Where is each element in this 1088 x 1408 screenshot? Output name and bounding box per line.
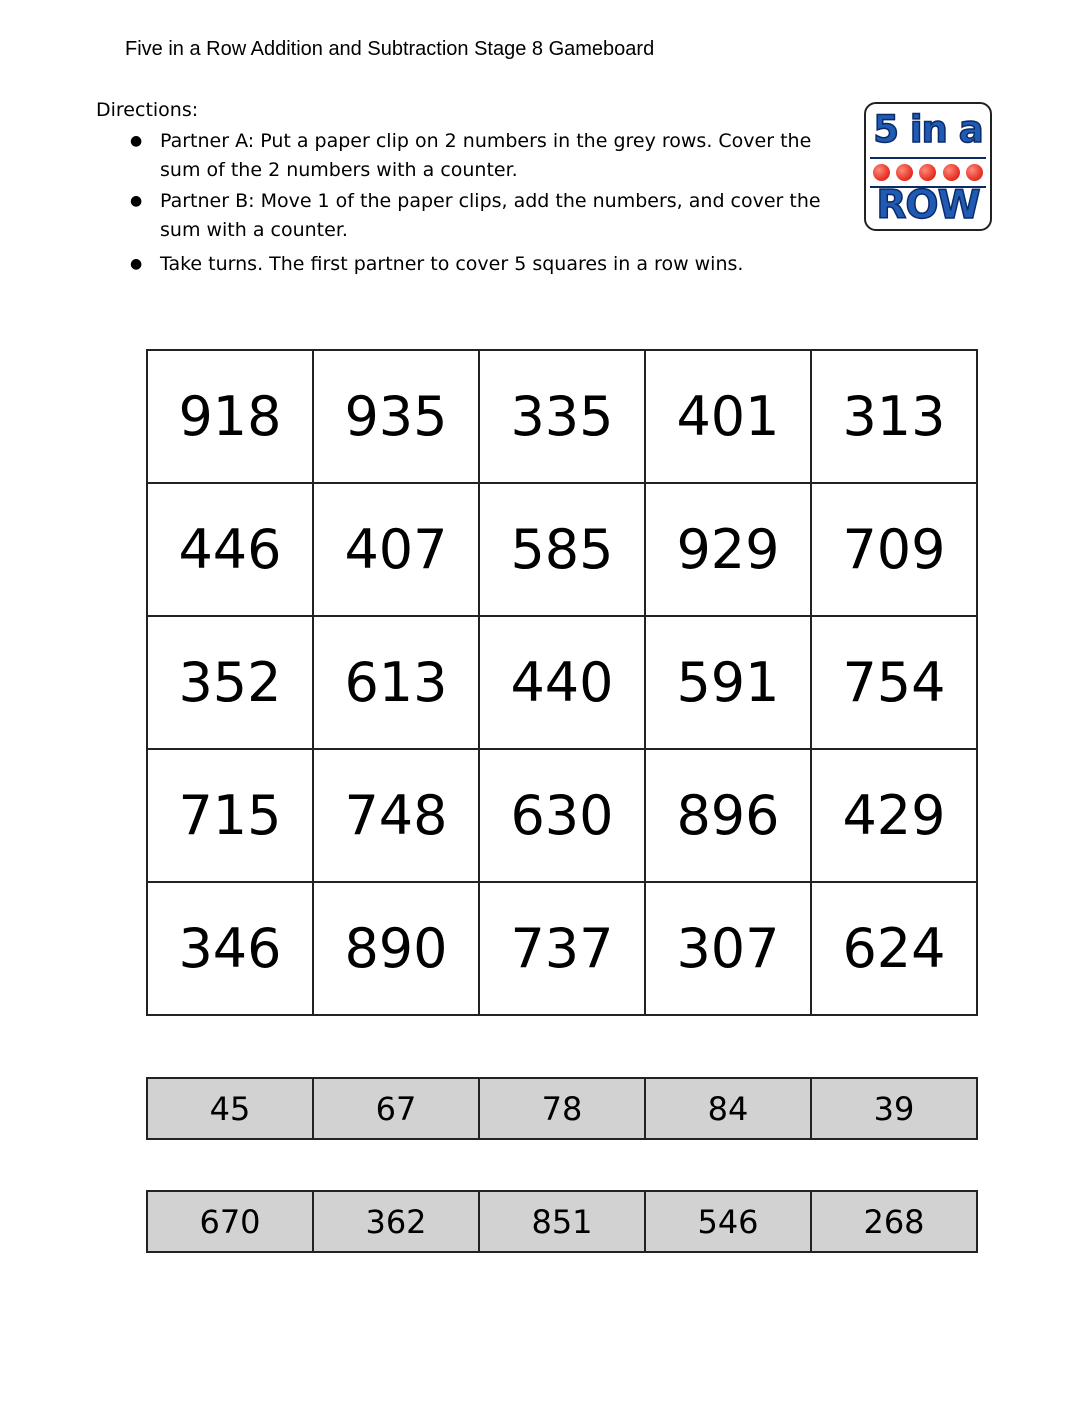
logo-dot-icon: [896, 164, 913, 181]
board-cell[interactable]: 591: [645, 616, 811, 749]
board-cell[interactable]: 407: [313, 483, 479, 616]
direction-item: [128, 250, 848, 279]
board-cell[interactable]: 630: [479, 749, 645, 882]
board-cell[interactable]: 313: [811, 350, 977, 483]
logo-dot-icon: [966, 164, 983, 181]
board-cell[interactable]: 335: [479, 350, 645, 483]
board-cell[interactable]: 440: [479, 616, 645, 749]
page-title: Five in a Row Addition and Subtraction Stage 8 Gameboard: [125, 38, 655, 60]
board-cell[interactable]: 624: [811, 882, 977, 1015]
board-cell[interactable]: 585: [479, 483, 645, 616]
grey-row-addends-small: [146, 1077, 978, 1140]
board-cell[interactable]: 446: [147, 483, 313, 616]
direction-text: Partner B: Move 1 of the paper clips, add the numbers, and cover the sum with a counter.: [160, 190, 821, 241]
grey-cell[interactable]: 362: [313, 1191, 479, 1252]
logo-top-text: 5 in a: [873, 108, 983, 151]
grey-cell[interactable]: 546: [645, 1191, 811, 1252]
board-cell[interactable]: 613: [313, 616, 479, 749]
board-cell[interactable]: 401: [645, 350, 811, 483]
direction-text: Take turns. The first partner to cover 5 squares in a row wins.: [160, 253, 744, 275]
board-cell[interactable]: 754: [811, 616, 977, 749]
logo-dot-icon: [873, 164, 890, 181]
board-row: [147, 882, 977, 1015]
five-in-a-row-logo: [864, 102, 992, 231]
directions-label: Directions:: [96, 99, 199, 121]
board-cell[interactable]: 429: [811, 749, 977, 882]
grey-cell[interactable]: 45: [147, 1078, 313, 1139]
grey-cell[interactable]: 84: [645, 1078, 811, 1139]
board-cell[interactable]: 748: [313, 749, 479, 882]
board-cell[interactable]: 307: [645, 882, 811, 1015]
bullet-icon: ●: [130, 133, 143, 149]
board-cell[interactable]: 929: [645, 483, 811, 616]
grey-cell[interactable]: 78: [479, 1078, 645, 1139]
bullet-icon: ●: [130, 193, 143, 209]
bullet-icon: ●: [130, 256, 143, 272]
board-cell[interactable]: 709: [811, 483, 977, 616]
directions-list: [128, 127, 848, 279]
board-cell[interactable]: 715: [147, 749, 313, 882]
grey-row-addends-large: [146, 1190, 978, 1253]
board-cell[interactable]: 890: [313, 882, 479, 1015]
grey-row: [147, 1191, 977, 1252]
board-cell[interactable]: 935: [313, 350, 479, 483]
direction-item: [128, 187, 848, 245]
board-cell[interactable]: 737: [479, 882, 645, 1015]
grey-cell[interactable]: 67: [313, 1078, 479, 1139]
grey-cell[interactable]: 670: [147, 1191, 313, 1252]
board-row: [147, 483, 977, 616]
gameboard-grid: [146, 349, 978, 1016]
board-row: [147, 350, 977, 483]
board-cell[interactable]: 918: [147, 350, 313, 483]
logo-dot-icon: [943, 164, 960, 181]
board-cell[interactable]: 896: [645, 749, 811, 882]
logo-bottom-text: ROW: [876, 183, 980, 228]
board-row: [147, 616, 977, 749]
board-cell[interactable]: 346: [147, 882, 313, 1015]
grey-cell[interactable]: 268: [811, 1191, 977, 1252]
board-row: [147, 749, 977, 882]
grey-cell[interactable]: 851: [479, 1191, 645, 1252]
direction-item: [128, 127, 848, 185]
direction-text: Partner A: Put a paper clip on 2 numbers in the grey rows. Cover the sum of the 2 numbers with a counter.: [160, 130, 812, 181]
logo-dot-icon: [919, 164, 936, 181]
board-cell[interactable]: 352: [147, 616, 313, 749]
grey-cell[interactable]: 39: [811, 1078, 977, 1139]
grey-row: [147, 1078, 977, 1139]
